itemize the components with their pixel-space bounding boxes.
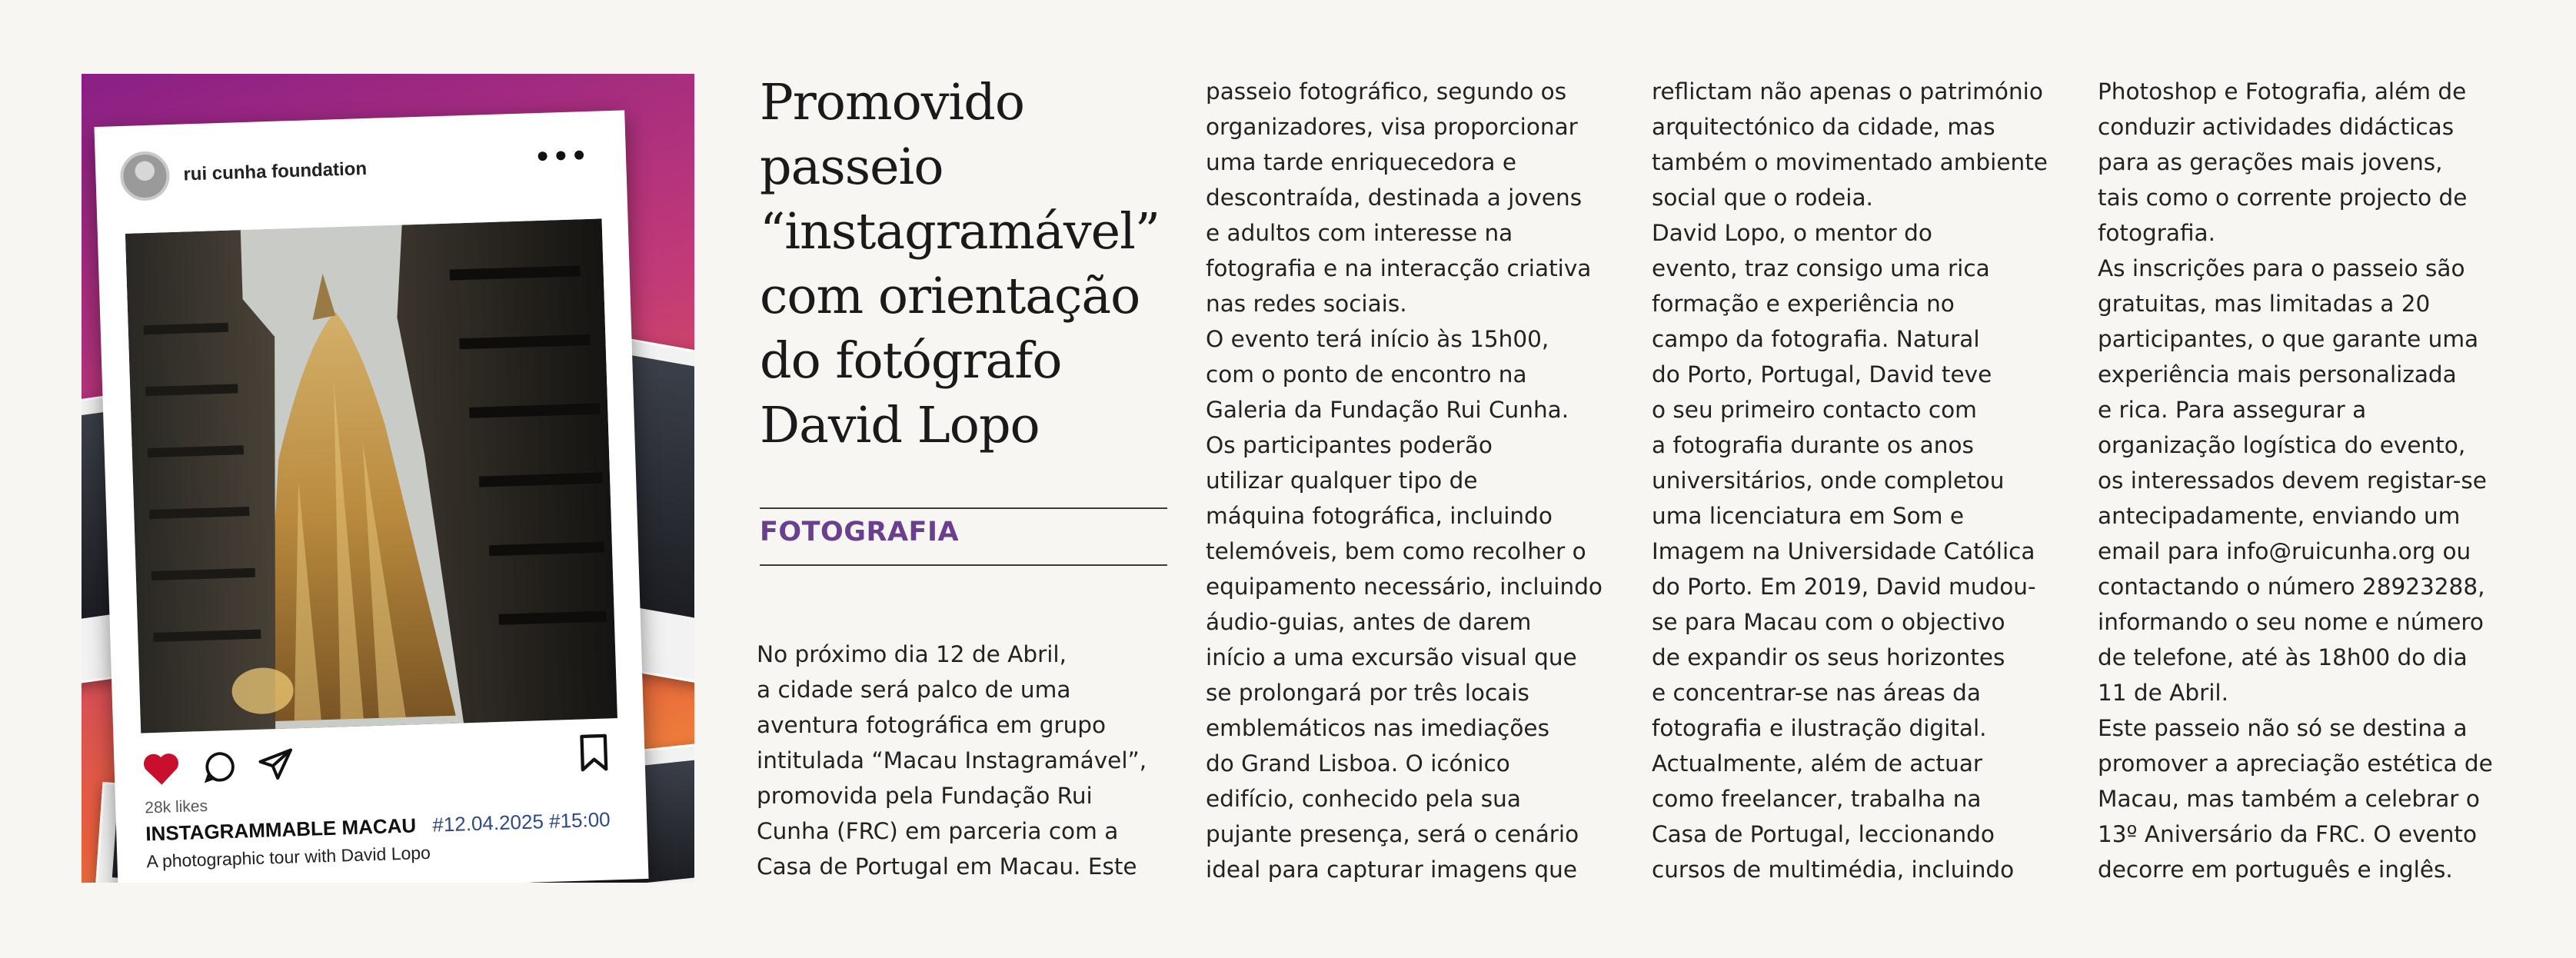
section-divider: [760, 564, 1167, 566]
comment-icon[interactable]: [201, 749, 238, 785]
account-name: rui cunha foundation: [183, 158, 368, 185]
bookmark-icon[interactable]: [577, 732, 612, 773]
section-label: FOTOGRAFIA: [760, 517, 960, 547]
heart-icon[interactable]: [141, 750, 181, 787]
caption-text: A photographic tour with David Lopo: [146, 842, 431, 872]
grand-lisboa-photo: [125, 218, 617, 733]
likes-count: 28k likes: [144, 797, 208, 817]
post-caption: [145, 807, 611, 846]
article-column-1: No próximo dia 12 de Abril, a cidade será palco de uma aventura fotográfica em grupo intitulada “Macau Instagramável”, promovida pela Fundação Rui Cunha (FRC) em parceria com a Casa de Portugal em Macau. Este: [757, 641, 1147, 880]
article-column-2: passeio fotográfico, segundo os organizadores, visa proporcionar uma tarde enriquecedora e descontraída, destinada a jovens e adultos com interesse na fotografia e na interacção criativa nas redes sociais. O evento terá início às 15h00, com o ponto de encontro na Galeria da Fundação Rui Cunha. Os participantes poderão utilizar qualquer tipo de máquina fotográfica, incluindo telemóveis, bem como recolher o equipamento necessário, incluindo áudio-guias, antes de darem início a uma excursão visual que se prolongará por três locais emblemáticos nas imediações do Grand Lisboa. O icónico edifício, conhecido pela sua pujante presença, será o cenário ideal para capturar imagens que: [1206, 78, 1603, 883]
more-dots-icon: •••: [534, 140, 590, 174]
article-photo: [82, 74, 694, 883]
section-divider: [760, 507, 1167, 509]
avatar: [120, 151, 171, 201]
post-photo: [125, 218, 617, 733]
share-icon[interactable]: [257, 745, 295, 783]
article-column-4: Photoshop e Fotografia, além de conduzir actividades didácticas para as gerações mais jovens, tais como o corrente projecto de fotografia. As inscrições para o passeio são gratuitas, mas limitadas a 20 participantes, o que garante uma experiência mais personalizada e rica. Para assegurar a organização logística do evento, os interessados devem registar-se antecipadamente, enviando um email para info@ruicunha.org ou contactando o número 28923288, informando o seu nome e número de telefone, até às 18h00 do dia 11 de Abril. Este passeio não só se destina a promover a apreciação estética de Macau, mas também a celebrar o 13º Aniversário da FRC. O evento decorre em português e inglês.: [2098, 78, 2493, 883]
post-header: [119, 134, 604, 211]
article-column-3: reflictam não apenas o património arquitectónico da cidade, mas também o movimentado ambiente social que o rodeia. David Lopo, o mentor do evento, traz consigo uma rica formação e experiência no campo da fotografia. Natural do Porto, Portugal, David teve o seu primeiro contacto com a fotografia durante os anos universitários, onde completou uma licenciatura em Som e Imagem na Universidade Católica do Porto. Em 2019, David mudou- se para Macau com o objectivo de expandir os seus horizontes e concentrar-se nas áreas da fotografia e ilustração digital. Actualmente, além de actuar como freelancer, trabalha na Casa de Portugal, leccionando cursos de multimédia, incluindo: [1652, 78, 2048, 883]
instagram-post-frame: [94, 110, 648, 883]
article-headline: Promovido passeio “instagramável” com orientação do fotógrafo David Lopo: [760, 74, 1160, 454]
caption-hashtags: #12.04.2025 #15:00: [431, 807, 611, 837]
post-actions: [141, 732, 620, 793]
caption-account: INSTAGRAMMABLE MACAU: [145, 813, 417, 846]
